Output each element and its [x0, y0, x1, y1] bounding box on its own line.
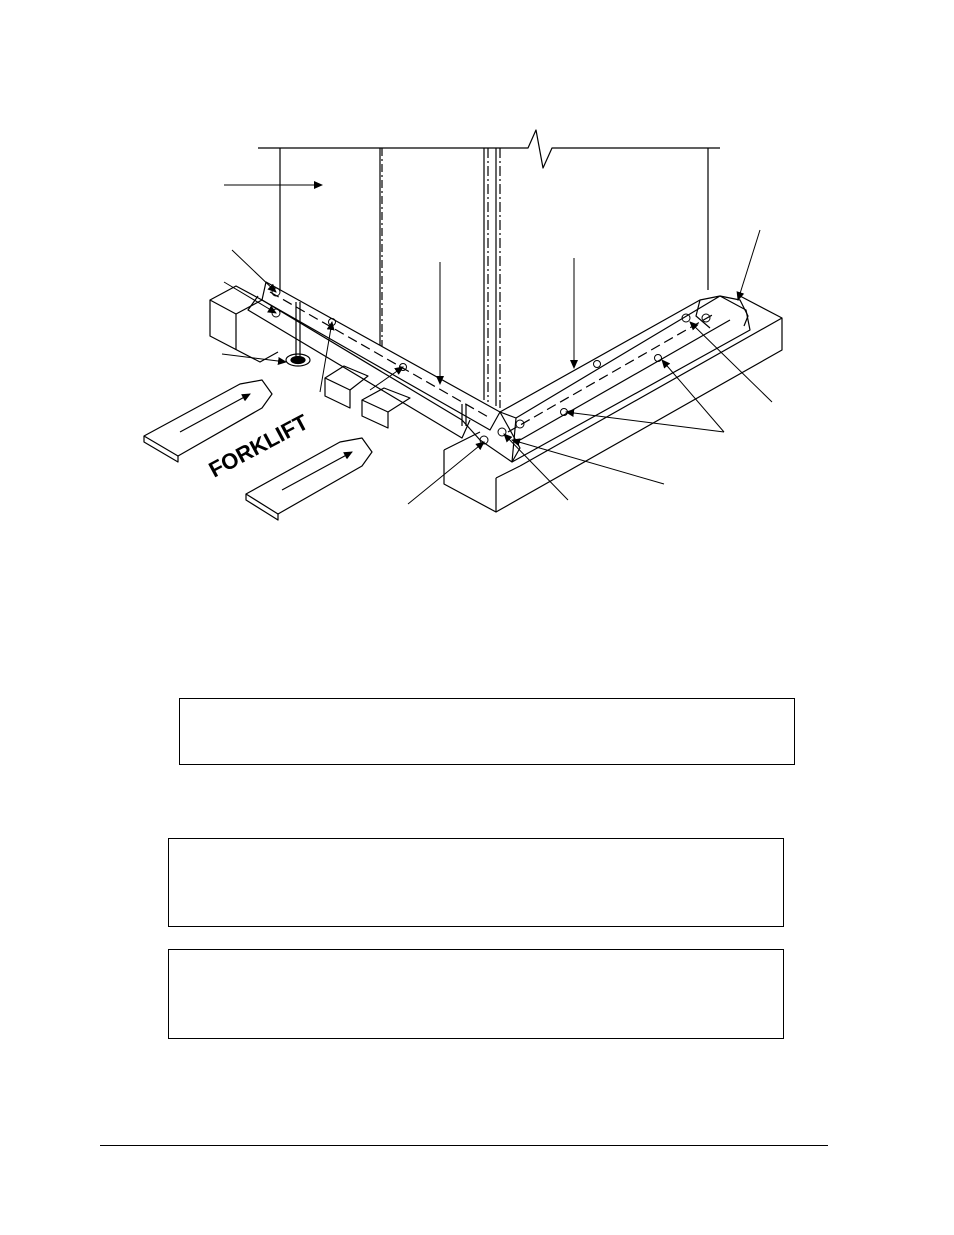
bracket-bolts	[272, 288, 710, 444]
cabinet-base-shipping-bracket-illustration	[0, 0, 954, 560]
note-box	[168, 838, 784, 927]
right-shipping-bracket	[500, 296, 750, 462]
footer-rule	[100, 1145, 828, 1146]
callout-leaders	[222, 185, 772, 504]
forklift-label: FORKLIFT	[204, 409, 313, 483]
front-wood-skid	[444, 296, 782, 512]
note-box	[179, 698, 795, 765]
left-wood-skid	[210, 286, 278, 362]
leveling-foot	[286, 302, 466, 426]
center-wood-blocks	[325, 366, 410, 428]
note-box	[168, 949, 784, 1039]
cabinet-break-line	[258, 130, 720, 168]
